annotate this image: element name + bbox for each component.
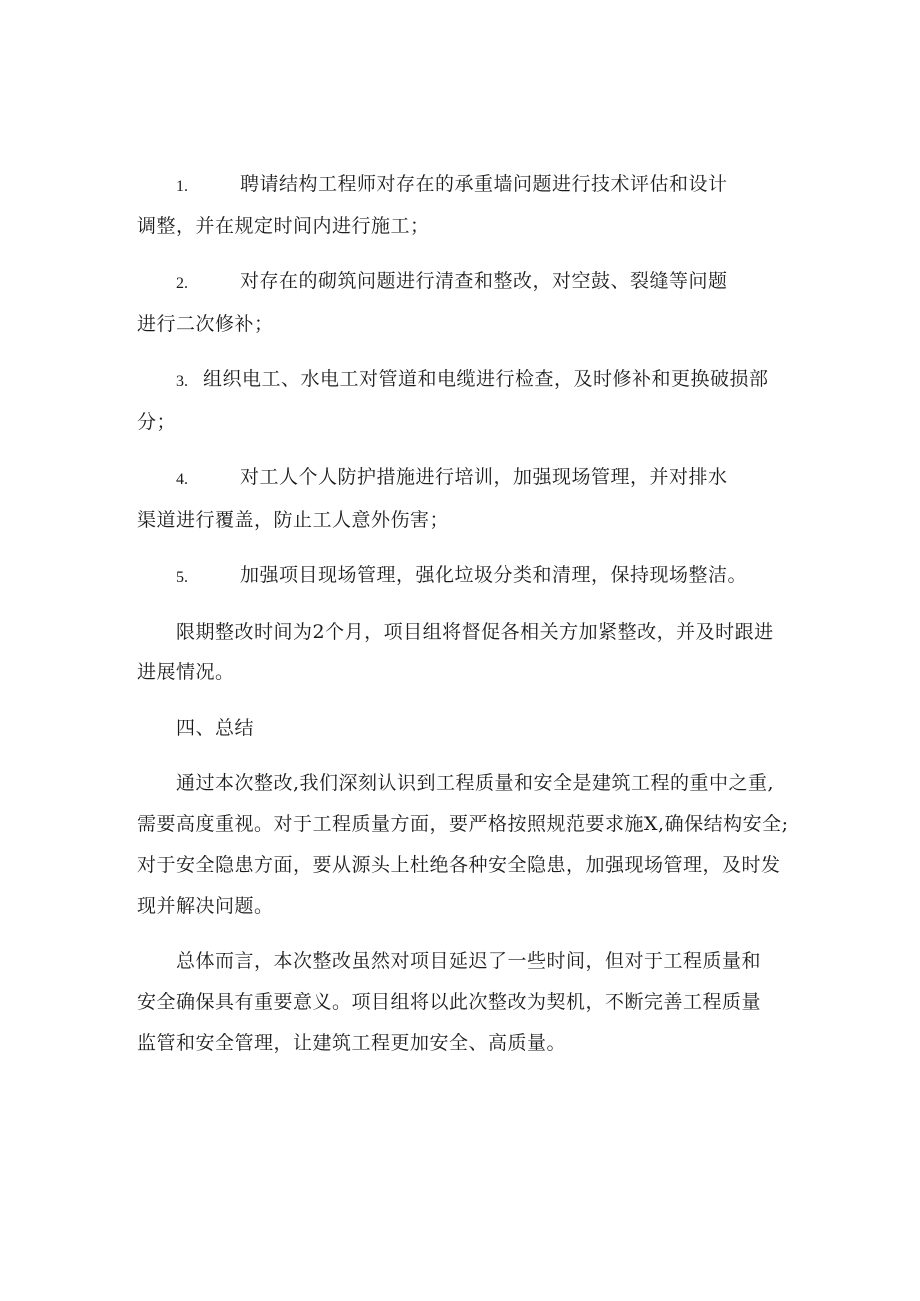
deadline-paragraph-continued: 进展情况。 <box>137 661 235 683</box>
list-item-text: 组织电工、水电工对管道和电缆进行检查，及时修补和更换破损部 <box>203 368 769 390</box>
list-item-number: 2. <box>176 275 188 292</box>
list-item-number: 1. <box>176 178 188 195</box>
conclusion-paragraph: 总体而言，本次整改虽然对项目延迟了一些时间，但对于工程质量和 <box>176 950 762 972</box>
list-item-text: 加强项目现场管理，强化垃圾分类和清理，保持现场整洁。 <box>240 564 748 586</box>
list-item-text: 对存在的砌筑问题进行清查和整改，对空鼓、裂缝等问题 <box>240 270 728 292</box>
summary-paragraph: 通过本次整改,我们深刻认识到工程质量和安全是建筑工程的重中之重, <box>176 772 775 794</box>
summary-paragraph-continued: 需要高度重视。对于工程质量方面，要严格按照规范要求施X,确保结构安全; <box>137 813 789 835</box>
list-item-text: 对工人个人防护措施进行培训，加强现场管理，并对排水 <box>240 466 728 488</box>
list-item-text: 聘请结构工程师对存在的承重墙问题进行技术评估和设计 <box>240 173 728 195</box>
summary-paragraph-continued: 对于安全隐患方面，要从源头上杜绝各种安全隐患，加强现场管理，及时发 <box>137 854 781 876</box>
section-heading: 四、总结 <box>176 717 255 739</box>
list-item-text-continued: 调整，并在规定时间内进行施工； <box>137 215 430 237</box>
deadline-paragraph: 限期整改时间为2个月，项目组将督促各相关方加紧整改，并及时跟进 <box>176 621 774 643</box>
list-item-text-continued: 分； <box>137 411 177 433</box>
summary-paragraph-continued: 现并解决问题。 <box>137 895 274 917</box>
list-item-number: 3. <box>176 373 188 390</box>
list-item-number: 4. <box>176 471 188 488</box>
list-item-text-continued: 进行二次修补； <box>137 313 274 335</box>
list-item-number: 5. <box>176 569 188 586</box>
conclusion-paragraph-continued: 安全确保具有重要意义。项目组将以此次整改为契机，不断完善工程质量 <box>137 991 762 1013</box>
list-item-text-continued: 渠道进行覆盖，防止工人意外伤害； <box>137 509 450 531</box>
conclusion-paragraph-continued: 监管和安全管理，让建筑工程更加安全、高质量。 <box>137 1032 567 1054</box>
